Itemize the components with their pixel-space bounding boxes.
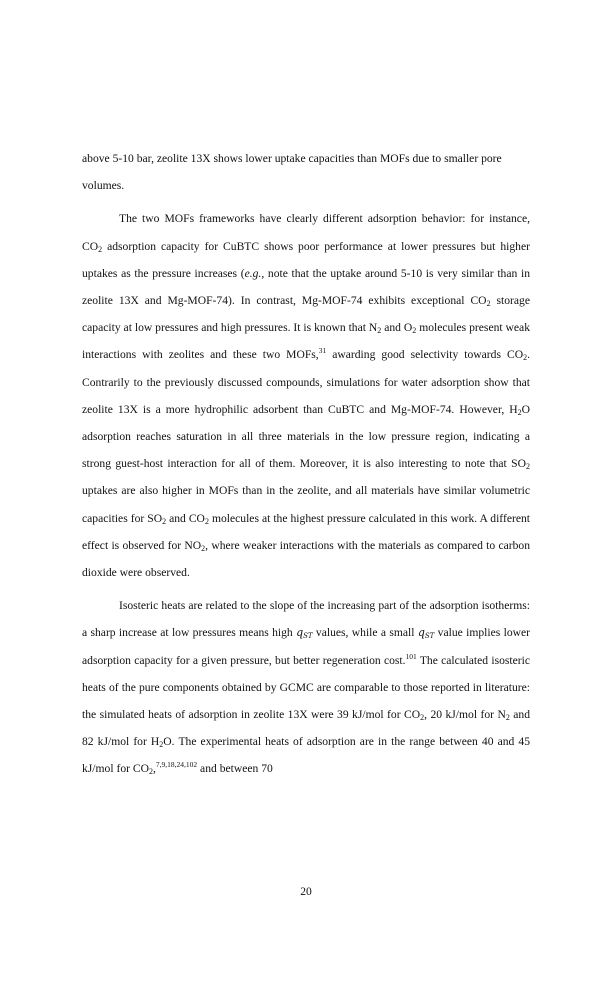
text-run: q xyxy=(296,626,304,640)
subscript: 2 xyxy=(159,740,164,750)
text-run: above 5-10 bar, zeolite 13X shows lower uptake capacities than MOFs due to smaller pore volumes. xyxy=(82,152,502,193)
subscript: 2 xyxy=(505,713,510,723)
subscript: 2 xyxy=(412,326,417,336)
paragraph-1 xyxy=(82,145,530,199)
subscript: 2 xyxy=(420,713,425,723)
text-run: molecules present weak interactions with zeolites and these two MOFs, xyxy=(82,321,530,362)
subscript: 2 xyxy=(204,516,209,526)
text-run: adsorption capacity for CuBTC shows poor performance at lower pressures but higher uptakes as the pressure increases ( xyxy=(82,239,530,280)
text-run: , note that the uptake around 5-10 is very similar than in zeolite 13X and Mg-MOF-74). In contrast, Mg-MOF-74 exhibits exceptional CO xyxy=(82,266,530,308)
text-run: The two MOFs frameworks have clearly different adsorption behavior: for instance, CO xyxy=(82,212,530,253)
subscript: 2 xyxy=(201,543,206,553)
subscript: 2 xyxy=(149,767,153,777)
text-run: q xyxy=(417,626,425,640)
paragraph-3 xyxy=(82,592,530,782)
subscript: 2 xyxy=(526,462,530,472)
text-run: awarding good selectivity towards CO xyxy=(326,348,524,362)
text-run: . Contrarily to the previously discussed compounds, simulations for water adsorption show that zeolite 13X is a more hydrophilic adsorbent than CuBTC and Mg-MOF-74. However, H xyxy=(82,348,530,416)
subscript: 2 xyxy=(517,407,522,417)
subscript: 2 xyxy=(98,244,103,254)
subscript: 2 xyxy=(377,326,382,336)
paragraph-2 xyxy=(82,205,530,586)
text-run: and 82 kJ/mol for H xyxy=(82,708,531,749)
text-run: storage capacity at low pressures and high pressures. It is known that N xyxy=(82,294,530,335)
text-run: and O xyxy=(381,321,413,335)
text-run: O. The experimental heats of adsorption are in the range between 40 and 45 kJ/mol for CO xyxy=(82,735,530,776)
text-run: Isosteric heats are related to the slope of the increasing part of the adsorption isotherms: a sharp increase at low pressures means high xyxy=(82,599,530,640)
text-run: , 20 kJ/mol for N xyxy=(424,708,506,722)
document-body xyxy=(82,145,530,783)
text-run: uptakes are also higher in MOFs than in the zeolite, and all materials have similar volumetric capacities for SO xyxy=(82,484,530,525)
subscript: ST xyxy=(303,632,313,641)
citation-superscript: 7,9,18,24,102 xyxy=(155,760,198,770)
text-run: and between 70 xyxy=(197,762,273,776)
subscript: 2 xyxy=(486,299,491,309)
citation-superscript: 31 xyxy=(318,346,327,356)
text-run: molecules at the highest pressure calculated in this work. A different effect is observed for NO xyxy=(82,511,530,552)
text-run: , where weaker interactions with the materials as compared to carbon dioxide were observed. xyxy=(82,538,530,580)
citation-superscript: 101 xyxy=(405,651,417,661)
subscript: ST xyxy=(424,632,435,641)
text-run: e.g. xyxy=(244,266,262,280)
text-run: The calculated isosteric heats of the pure components obtained by GCMC are comparable to those reported in literature: the simulated heats of adsorption in zeolite 13X were 39 kJ/mol for CO xyxy=(82,653,530,722)
text-run: O adsorption reaches saturation in all three materials in the low pressure region, indicating a strong guest-host interaction for all of them. Moreover, it is also interesting to note that SO xyxy=(82,402,530,471)
text-run: and CO xyxy=(166,511,205,525)
text-run: , xyxy=(153,762,156,776)
subscript: 2 xyxy=(523,353,528,363)
page-number: 20 xyxy=(300,885,312,898)
text-run: value implies lower adsorption capacity for a given pressure, but better regeneration cost. xyxy=(82,626,530,667)
subscript: 2 xyxy=(162,516,167,526)
text-run: values, while a small xyxy=(312,626,418,640)
